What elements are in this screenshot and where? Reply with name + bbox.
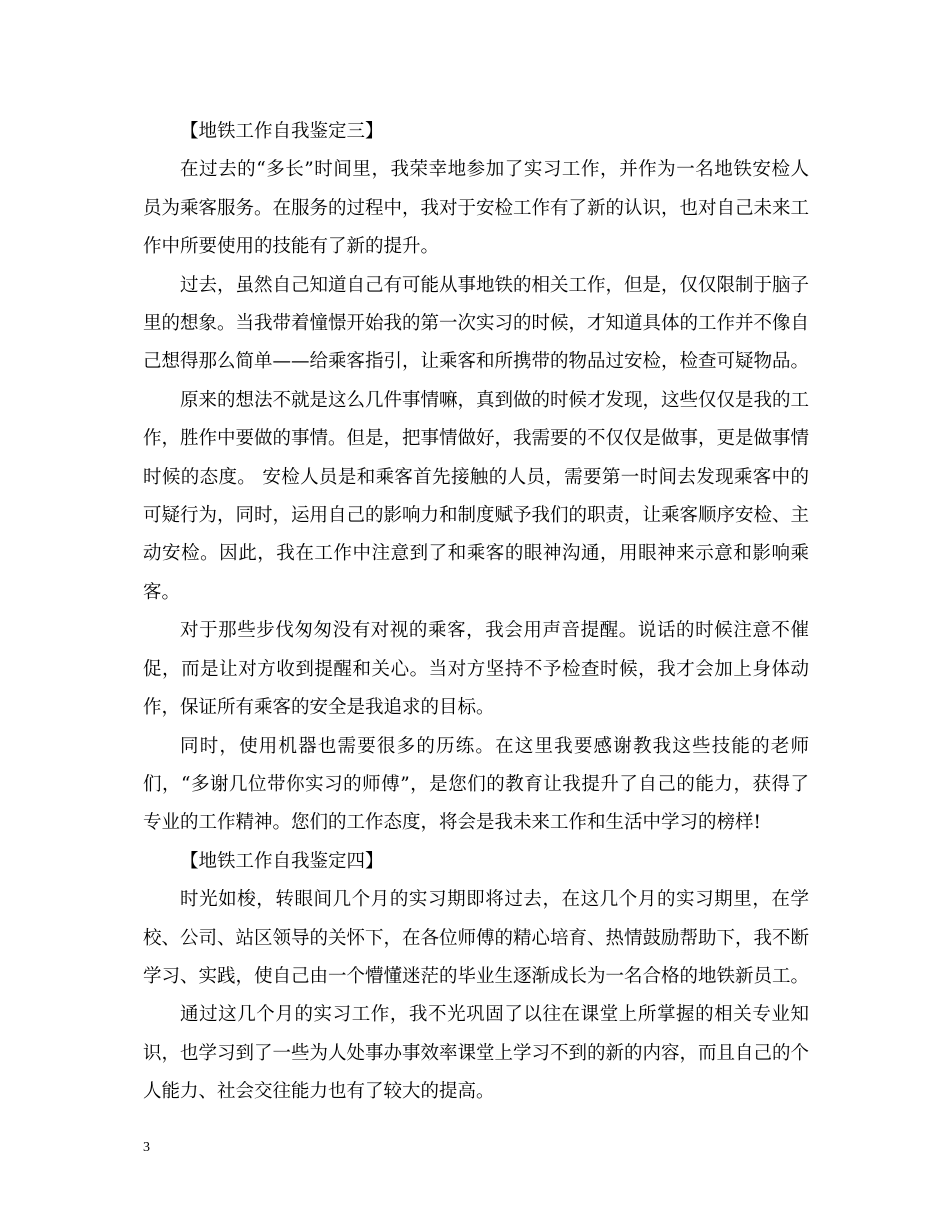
paragraph: 原来的想法不就是这么几件事情嘛，真到做的时候才发现，这些仅仅是我的工作，胜作中要做的事情。但是，把事情做好，我需要的不仅仅是做事，更是做事情时候的态度。 安检人员是和乘客首先接触的人员，需要第一时间去发现乘客中的可疑行为，同时，运用自己的影响力和制度赋予我们的职责，让乘客顺序安检、主动安检。因此，我在工作中注意到了和乘客的眼神沟通，用眼神来示意和影响乘客。 [143, 389, 810, 603]
paragraph: 在过去的“多长”时间里，我荣幸地参加了实习工作，并作为一名地铁安检人员为乘客服务。在服务的过程中，我对于安检工作有了新的认识，也对自己未来工作中所要使用的技能有了新的提升。 [143, 159, 810, 258]
paragraph: 时光如梭，转眼间几个月的实习期即将过去，在这几个月的实习期里，在学校、公司、站区领导的关怀下，在各位师傅的精心培育、热情鼓励帮助下，我不断学习、实践，使自己由一个懵懂迷茫的毕业生逐渐成长为一名合格的地铁新员工。 [143, 889, 810, 987]
paragraph: 过去，虽然自己知道自己有可能从事地铁的相关工作，但是，仅仅限制于脑子里的想象。当我带着憧憬开始我的第一次实习的时候，才知道具体的工作并不像自己想得那么简单——给乘客指引，让乘客和所携带的物品过安检，检查可疑物品。 [143, 274, 810, 373]
paragraph: 对于那些步伐匆匆没有对视的乘客，我会用声音提醒。说话的时候注意不催促，而是让对方收到提醒和关心。当对方坚持不予检查时候，我才会加上身体动作，保证所有乘客的安全是我追求的目标。 [143, 620, 809, 719]
document-body [143, 113, 809, 1112]
paragraph: 通过这几个月的实习工作，我不光巩固了以往在课堂上所掌握的相关专业知识，也学习到了一些为人处事办事效率课堂上学习不到的新的内容，而且自己的个人能力、社会交往能力也有了较大的提高。 [143, 1004, 810, 1103]
section-heading-3: 【地铁工作自我鉴定三】 [180, 121, 384, 142]
page-number: 3 [143, 1140, 150, 1155]
paragraph: 同时，使用机器也需要很多的历练。在这里我要感谢教我这些技能的老师们，“多谢几位带你实习的师傅”，是您们的教育让我提升了自己的能力，获得了专业的工作精神。您们的工作态度，将会是我未来工作和生活中学习的榜样! [143, 735, 809, 834]
section-heading-4: 【地铁工作自我鉴定四】 [180, 850, 384, 872]
